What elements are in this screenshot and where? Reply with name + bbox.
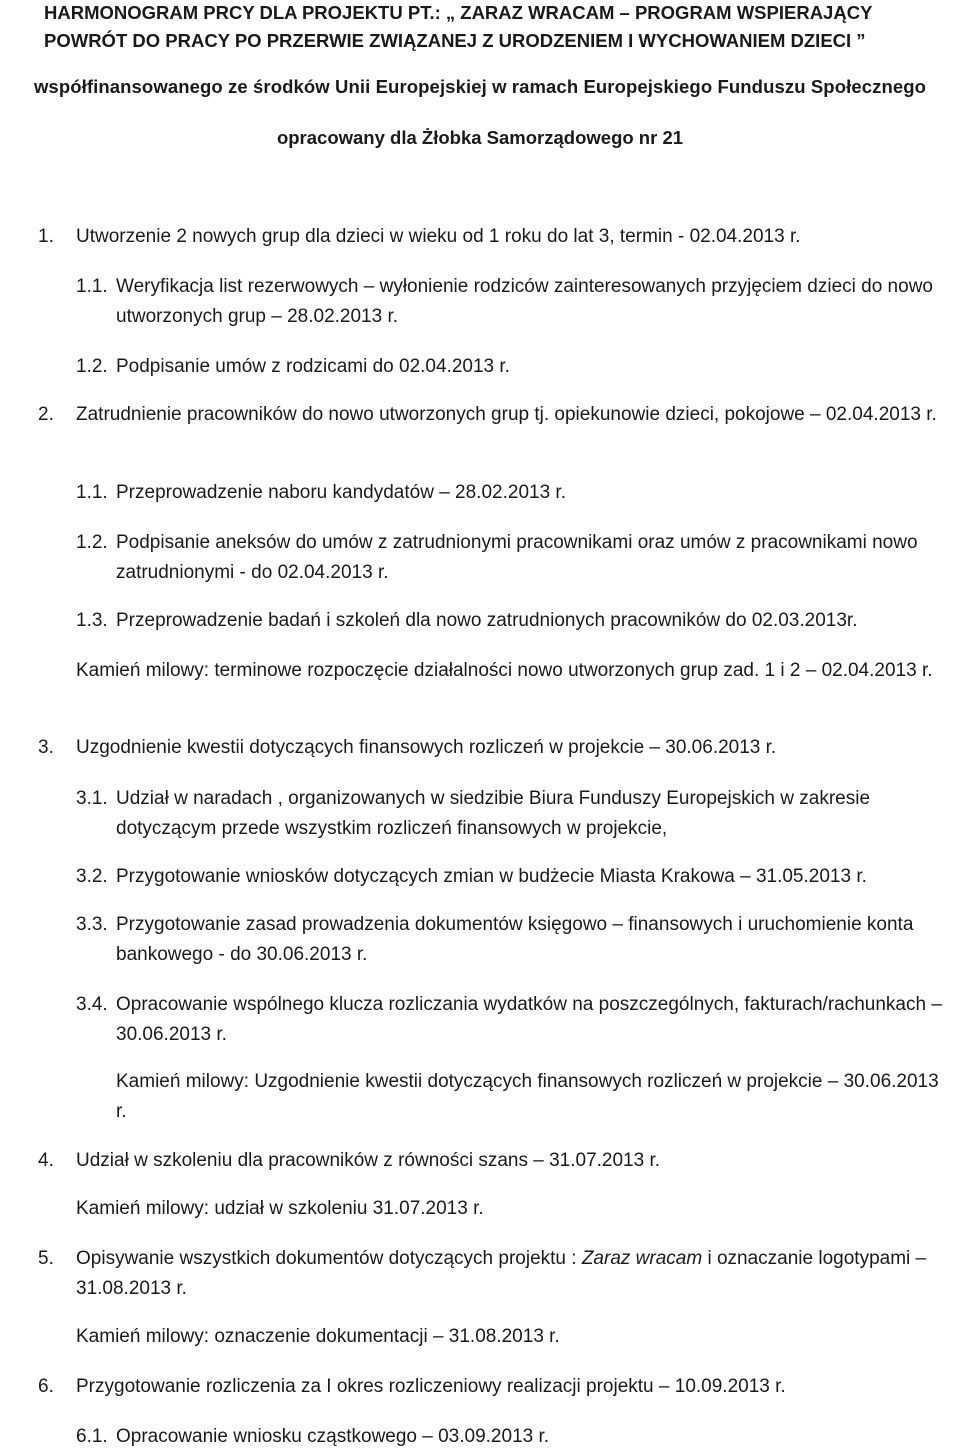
item-text: Podpisanie aneksów do umów z zatrudnionymi pracownikami oraz umów z pracownikami nowo zatrudnionymi - do 02.04.2013 r. <box>116 532 918 583</box>
item-number: 1.1. <box>76 276 108 297</box>
item-number: 6.1. <box>76 1426 108 1447</box>
milestone-2: Kamień milowy: terminowe rozpoczęcie działalności nowo utworzonych grup zad. 1 i 2 – 02.04.2013 r. <box>76 660 933 681</box>
project-name-italic: Zaraz wracam <box>581 1248 703 1269</box>
funding-subtitle: współfinansowanego ze środków Unii Europejskiej w ramach Europejskiego Funduszu Społecznego <box>33 76 927 97</box>
item-number: 3.4. <box>76 994 108 1015</box>
item-text: Udział w naradach , organizowanych w siedzibie Biura Funduszy Europejskich w zakresie dotyczącym przede wszystkim rozliczeń finansowych w projekcie, <box>116 788 871 839</box>
item-text: Podpisanie umów z rodzicami do 02.04.2013 r. <box>116 356 510 377</box>
item-text: Uzgodnienie kwestii dotyczących finansowych rozliczeń w projekcie – 30.06.2013 r. <box>76 737 777 758</box>
item-text-before: Opisywanie wszystkich dokumentów dotyczących projektu : <box>76 1248 582 1269</box>
item-number: 4. <box>38 1150 54 1171</box>
item-number: 6. <box>38 1376 54 1397</box>
item-text: Opracowanie wspólnego klucza rozliczania wydatków na poszczególnych, fakturach/rachunkach – 30.06.2013 r. <box>116 994 942 1045</box>
item-text: Weryfikacja list rezerwowych – wyłonienie rodziców zainteresowanych przyjęciem dzieci do nowo utworzonych grup – 28.02.2013 r. <box>116 276 933 327</box>
document-title-line-1: HARMONOGRAM PRCY DLA PROJEKTU PT.: „ ZARAZ WRACAM – PROGRAM WSPIERAJĄCY <box>44 2 873 23</box>
item-text-after: i oznaczanie logotypami – 31.08.2013 r. <box>76 1248 927 1299</box>
item-text <box>76 1244 948 1304</box>
item-number: 1. <box>38 226 54 247</box>
milestone-5: Kamień milowy: oznaczenie dokumentacji – 31.08.2013 r. <box>76 1326 560 1347</box>
prepared-for-subtitle: opracowany dla Żłobka Samorządowego nr 21 <box>276 127 684 148</box>
document-title-line-2: POWRÓT DO PRACY PO PRZERWIE ZWIĄZANEJ Z URODZENIEM I WYCHOWANIEM DZIECI ” <box>44 30 866 51</box>
item-text: Przygotowanie rozliczenia za I okres rozliczeniowy realizacji projektu – 10.09.2013 r. <box>76 1376 786 1397</box>
item-number: 1.3. <box>76 610 108 631</box>
item-text: Przygotowanie zasad prowadzenia dokumentów księgowo – finansowych i uruchomienie konta bankowego - do 30.06.2013 r. <box>116 914 914 965</box>
item-text: Utworzenie 2 nowych grup dla dzieci w wieku od 1 roku do lat 3, termin - 02.04.2013 r. <box>76 226 801 247</box>
item-number: 1.2. <box>76 356 108 377</box>
item-text: Przygotowanie wniosków dotyczących zmian w budżecie Miasta Krakowa – 31.05.2013 r. <box>116 866 867 887</box>
item-number: 1.2. <box>76 532 108 553</box>
item-number: 3.3. <box>76 914 108 935</box>
item-text: Opracowanie wniosku cząstkowego – 03.09.2013 r. <box>116 1426 550 1447</box>
item-number: 2. <box>38 404 54 425</box>
item-text: Udział w szkoleniu dla pracowników z równości szans – 31.07.2013 r. <box>76 1150 661 1171</box>
item-number: 3.2. <box>76 866 108 887</box>
item-number: 3.1. <box>76 788 108 809</box>
item-text: Przeprowadzenie naboru kandydatów – 28.02.2013 r. <box>116 482 566 503</box>
item-number: 5. <box>38 1248 54 1269</box>
item-number: 1.1. <box>76 482 108 503</box>
item-text: Przeprowadzenie badań i szkoleń dla nowo zatrudnionych pracowników do 02.03.2013r. <box>116 610 858 631</box>
item-number: 3. <box>38 737 54 758</box>
item-text: Zatrudnienie pracowników do nowo utworzonych grup tj. opiekunowie dzieci, pokojowe – 02.04.2013 r. <box>76 404 937 425</box>
milestone-3: Kamień milowy: Uzgodnienie kwestii dotyczących finansowych rozliczeń w projekcie – 30.06.2013 r. <box>116 1071 939 1122</box>
milestone-4: Kamień milowy: udział w szkoleniu 31.07.2013 r. <box>76 1198 484 1219</box>
